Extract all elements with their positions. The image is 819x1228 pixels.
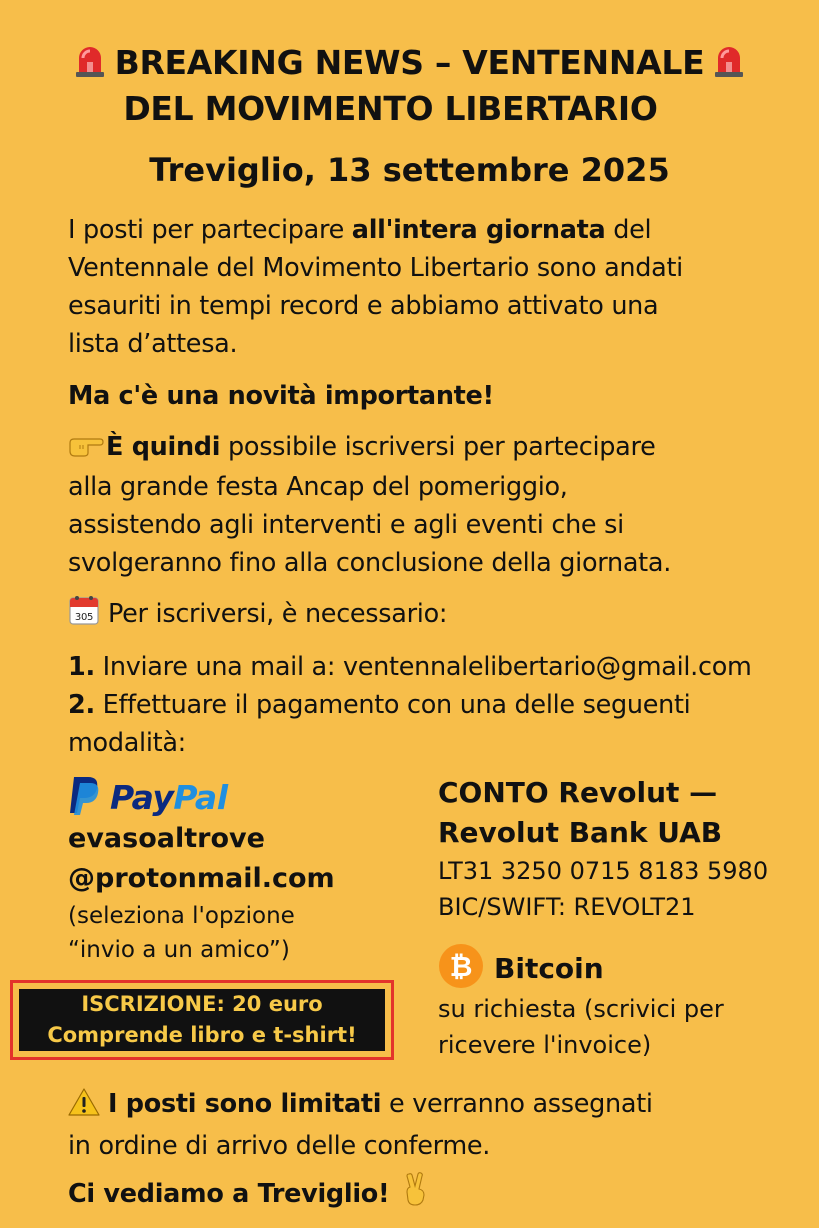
limited-notice: I posti sono limitati e verranno assegnati in ordine di arrivo delle conferme. [68, 1089, 653, 1161]
bitcoin-note: su richiesta (scrivici per ricevere l'invoice) [438, 995, 724, 1059]
siren-icon [712, 42, 746, 88]
revolut-iban: LT31 3250 0715 8183 5980 [438, 857, 769, 885]
paypal-section [68, 775, 398, 967]
calendar-number: 305 [74, 612, 94, 623]
price-line: ISCRIZIONE: 20 euro [81, 992, 323, 1016]
contact-email: Inviare una mail a: ventennalelibertario@gmail.com [94, 652, 752, 682]
revolut-bic: BIC/SWIFT: REVOLT21 [438, 893, 696, 921]
bitcoin-icon [438, 943, 484, 993]
bank-section [438, 773, 808, 1063]
novelty-heading: Ma c'è una novità importante! [68, 381, 494, 411]
pointing-hand-icon [68, 430, 104, 468]
bitcoin-heading: ₿ Bitcoin [438, 945, 808, 991]
signup-heading: 305 Per iscriversi, è necessario: [68, 594, 803, 637]
closing-line: Ci vediamo a Treviglio! [68, 1172, 803, 1217]
paypal-icon [68, 775, 102, 819]
siren-icon [73, 42, 107, 88]
intro-paragraph: I posti per partecipare all'intera giornata del Ventennale del Movimento Libertario sono andati esauriti in tempi record e abbiamo attivato una lista d’attesa. [68, 215, 683, 359]
event-date: Treviglio, 13 settembre 2025 [149, 151, 670, 189]
headline [0, 42, 819, 130]
headline-line1: BREAKING NEWS – VENTENNALE [114, 43, 705, 82]
afternoon-paragraph: È quindi possibile iscriversi per partecipare alla grande festa Ancap del pomeriggio, assistendo agli interventi e agli eventi che si svolgeranno fino alla conclusione della giornata. [68, 432, 672, 578]
paypal-logo: PayPal [68, 775, 398, 819]
step-1: 1. Inviare una mail a: ventennalelibertario@gmail.com [68, 652, 752, 682]
svg-text:₿: ₿ [449, 950, 473, 983]
signup-steps: 1. Inviare una mail a: ventennalelibertario@gmail.com 2. Effettuare il pagamento con una delle seguenti modalità: [68, 648, 803, 762]
paypal-email: evasoaltrove @protonmail.com [68, 823, 335, 894]
paypal-note: (seleziona l'opzione “invio a un amico”) [68, 903, 295, 963]
victory-hand-icon [404, 1172, 428, 1217]
warning-icon [68, 1088, 100, 1127]
calendar-icon [68, 594, 100, 637]
step-2: 2. Effettuare il pagamento con una delle seguenti [68, 690, 691, 720]
revolut-account-name: CONTO Revolut — Revolut Bank UAB [438, 776, 723, 849]
registration-price-box [10, 980, 394, 1060]
includes-line: Comprende libro e t-shirt! [47, 1023, 357, 1047]
headline-line2: DEL MOVIMENTO LIBERTARIO [123, 89, 658, 128]
